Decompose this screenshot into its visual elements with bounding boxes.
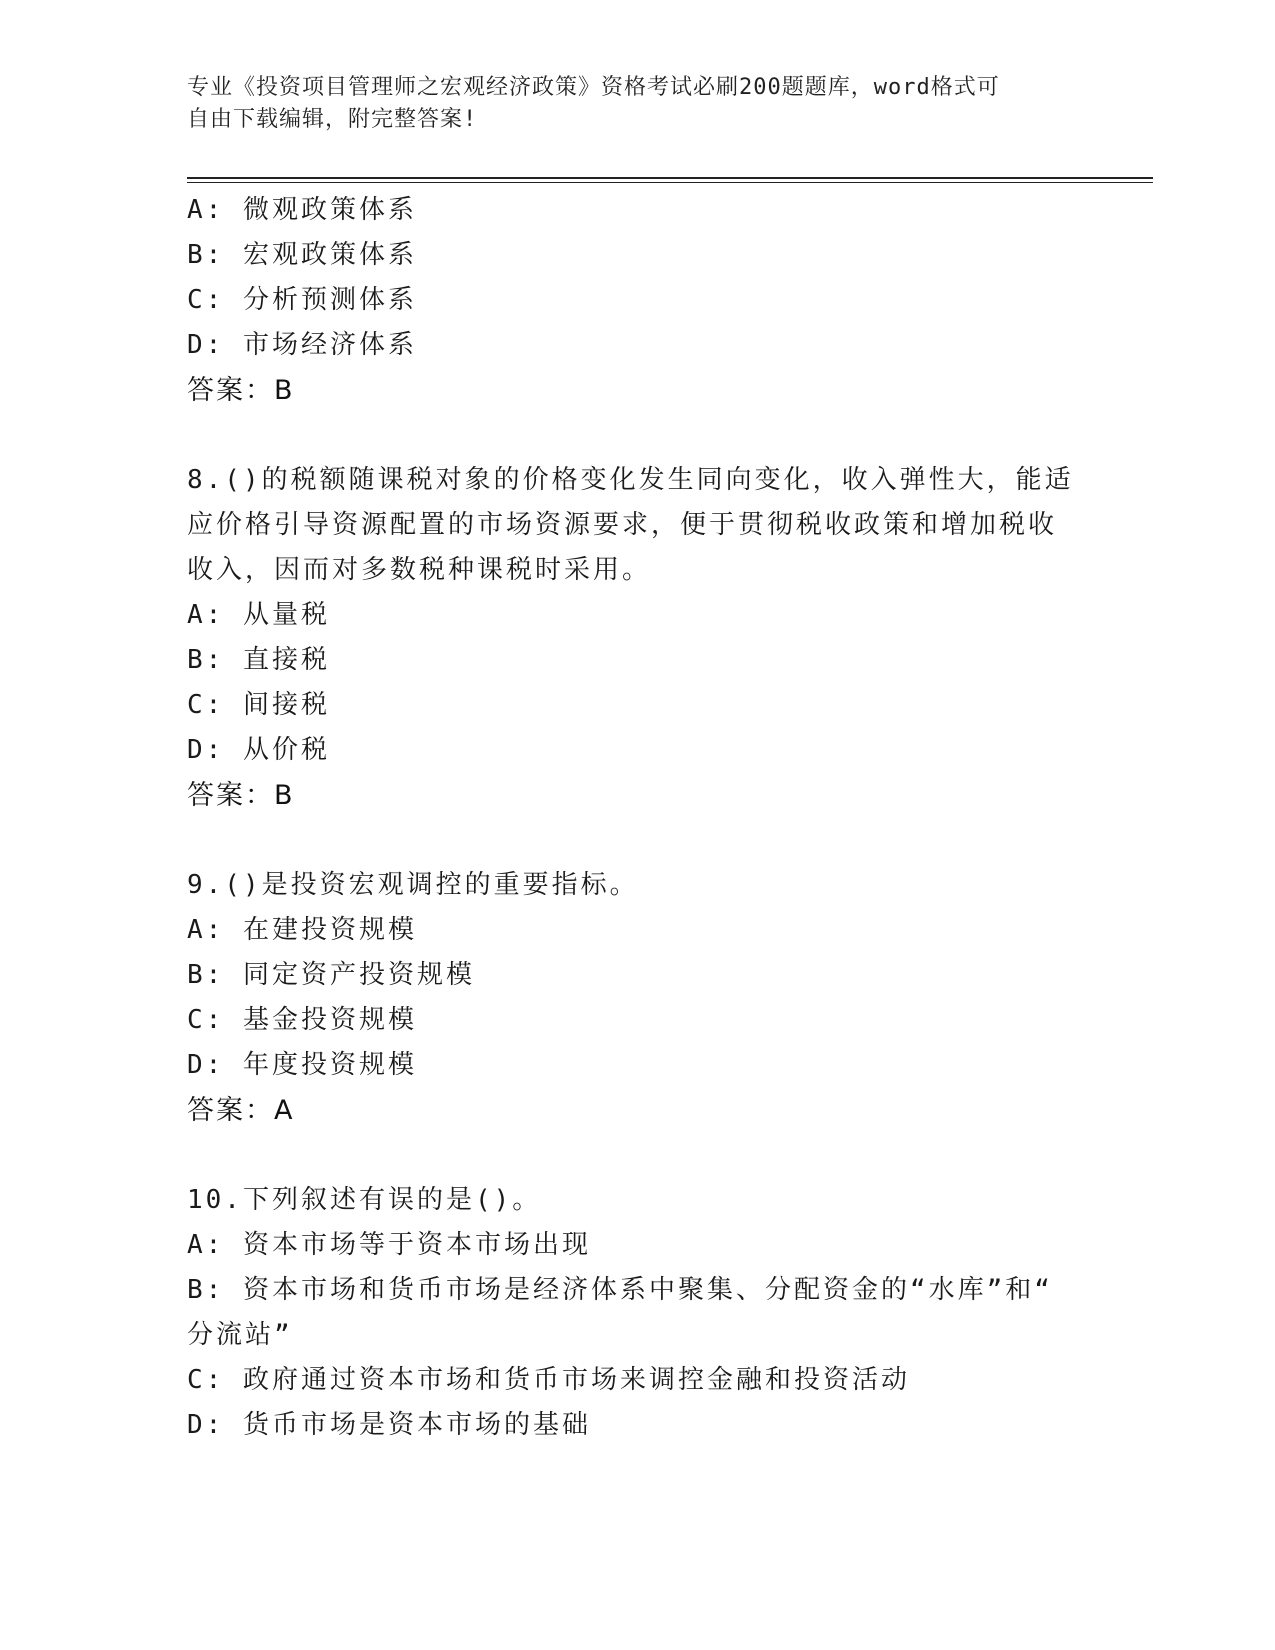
- header-rule-thin: [187, 182, 1153, 183]
- question-9: [187, 863, 1087, 1133]
- option-b-continued: 分流站”: [187, 1320, 293, 1350]
- option-a: A: 从量税: [187, 600, 330, 630]
- option-a: A: 在建投资规模: [187, 915, 417, 945]
- question-10: [187, 1178, 1087, 1448]
- option-a: A: 微观政策体系: [187, 195, 417, 225]
- answer-label: 答案：B: [187, 375, 295, 406]
- question-stem: 9.()是投资宏观调控的重要指标。: [187, 870, 639, 900]
- question-stem: 收入，因而对多数税种课税时采用。: [187, 555, 652, 585]
- option-a: A: 资本市场等于资本市场出现: [187, 1230, 591, 1260]
- option-d: D: 从价税: [187, 735, 330, 765]
- option-c: C: 间接税: [187, 690, 330, 720]
- spacer: [187, 1133, 1087, 1178]
- option-b: B: 资本市场和货币市场是经济体系中聚集、分配资金的“水库”和“: [187, 1275, 1053, 1305]
- option-c: C: 分析预测体系: [187, 285, 417, 315]
- question-stem: 应价格引导资源配置的市场资源要求，便于贯彻税收政策和增加税收: [187, 510, 1058, 540]
- option-b: B: 宏观政策体系: [187, 240, 417, 270]
- question-list: [187, 188, 1087, 1448]
- option-b: B: 直接税: [187, 645, 330, 675]
- question-stem: 8.()的税额随课税对象的价格变化发生同向变化，收入弹性大，能适: [187, 465, 1074, 495]
- answer-label: 答案：A: [187, 1095, 295, 1126]
- option-d: D: 年度投资规模: [187, 1050, 417, 1080]
- option-c: C: 政府通过资本市场和货币市场来调控金融和投资活动: [187, 1365, 910, 1395]
- option-c: C: 基金投资规模: [187, 1005, 417, 1035]
- answer-label: 答案：B: [187, 780, 295, 811]
- spacer: [187, 818, 1087, 863]
- header-title-line-2: 自由下载编辑，附完整答案!: [187, 107, 478, 132]
- spacer: [187, 413, 1087, 458]
- header-rule-thick: [187, 177, 1153, 179]
- option-d: D: 货币市场是资本市场的基础: [187, 1410, 591, 1440]
- question-8: [187, 458, 1087, 818]
- question-7: [187, 188, 1087, 413]
- question-stem: 10.下列叙述有误的是()。: [187, 1185, 542, 1215]
- header-title-line-1: 专业《投资项目管理师之宏观经济政策》资格考试必刷200题题库，word格式可: [187, 75, 1000, 100]
- option-d: D: 市场经济体系: [187, 330, 417, 360]
- option-b: B: 同定资产投资规模: [187, 960, 475, 990]
- document-header: [187, 72, 1067, 136]
